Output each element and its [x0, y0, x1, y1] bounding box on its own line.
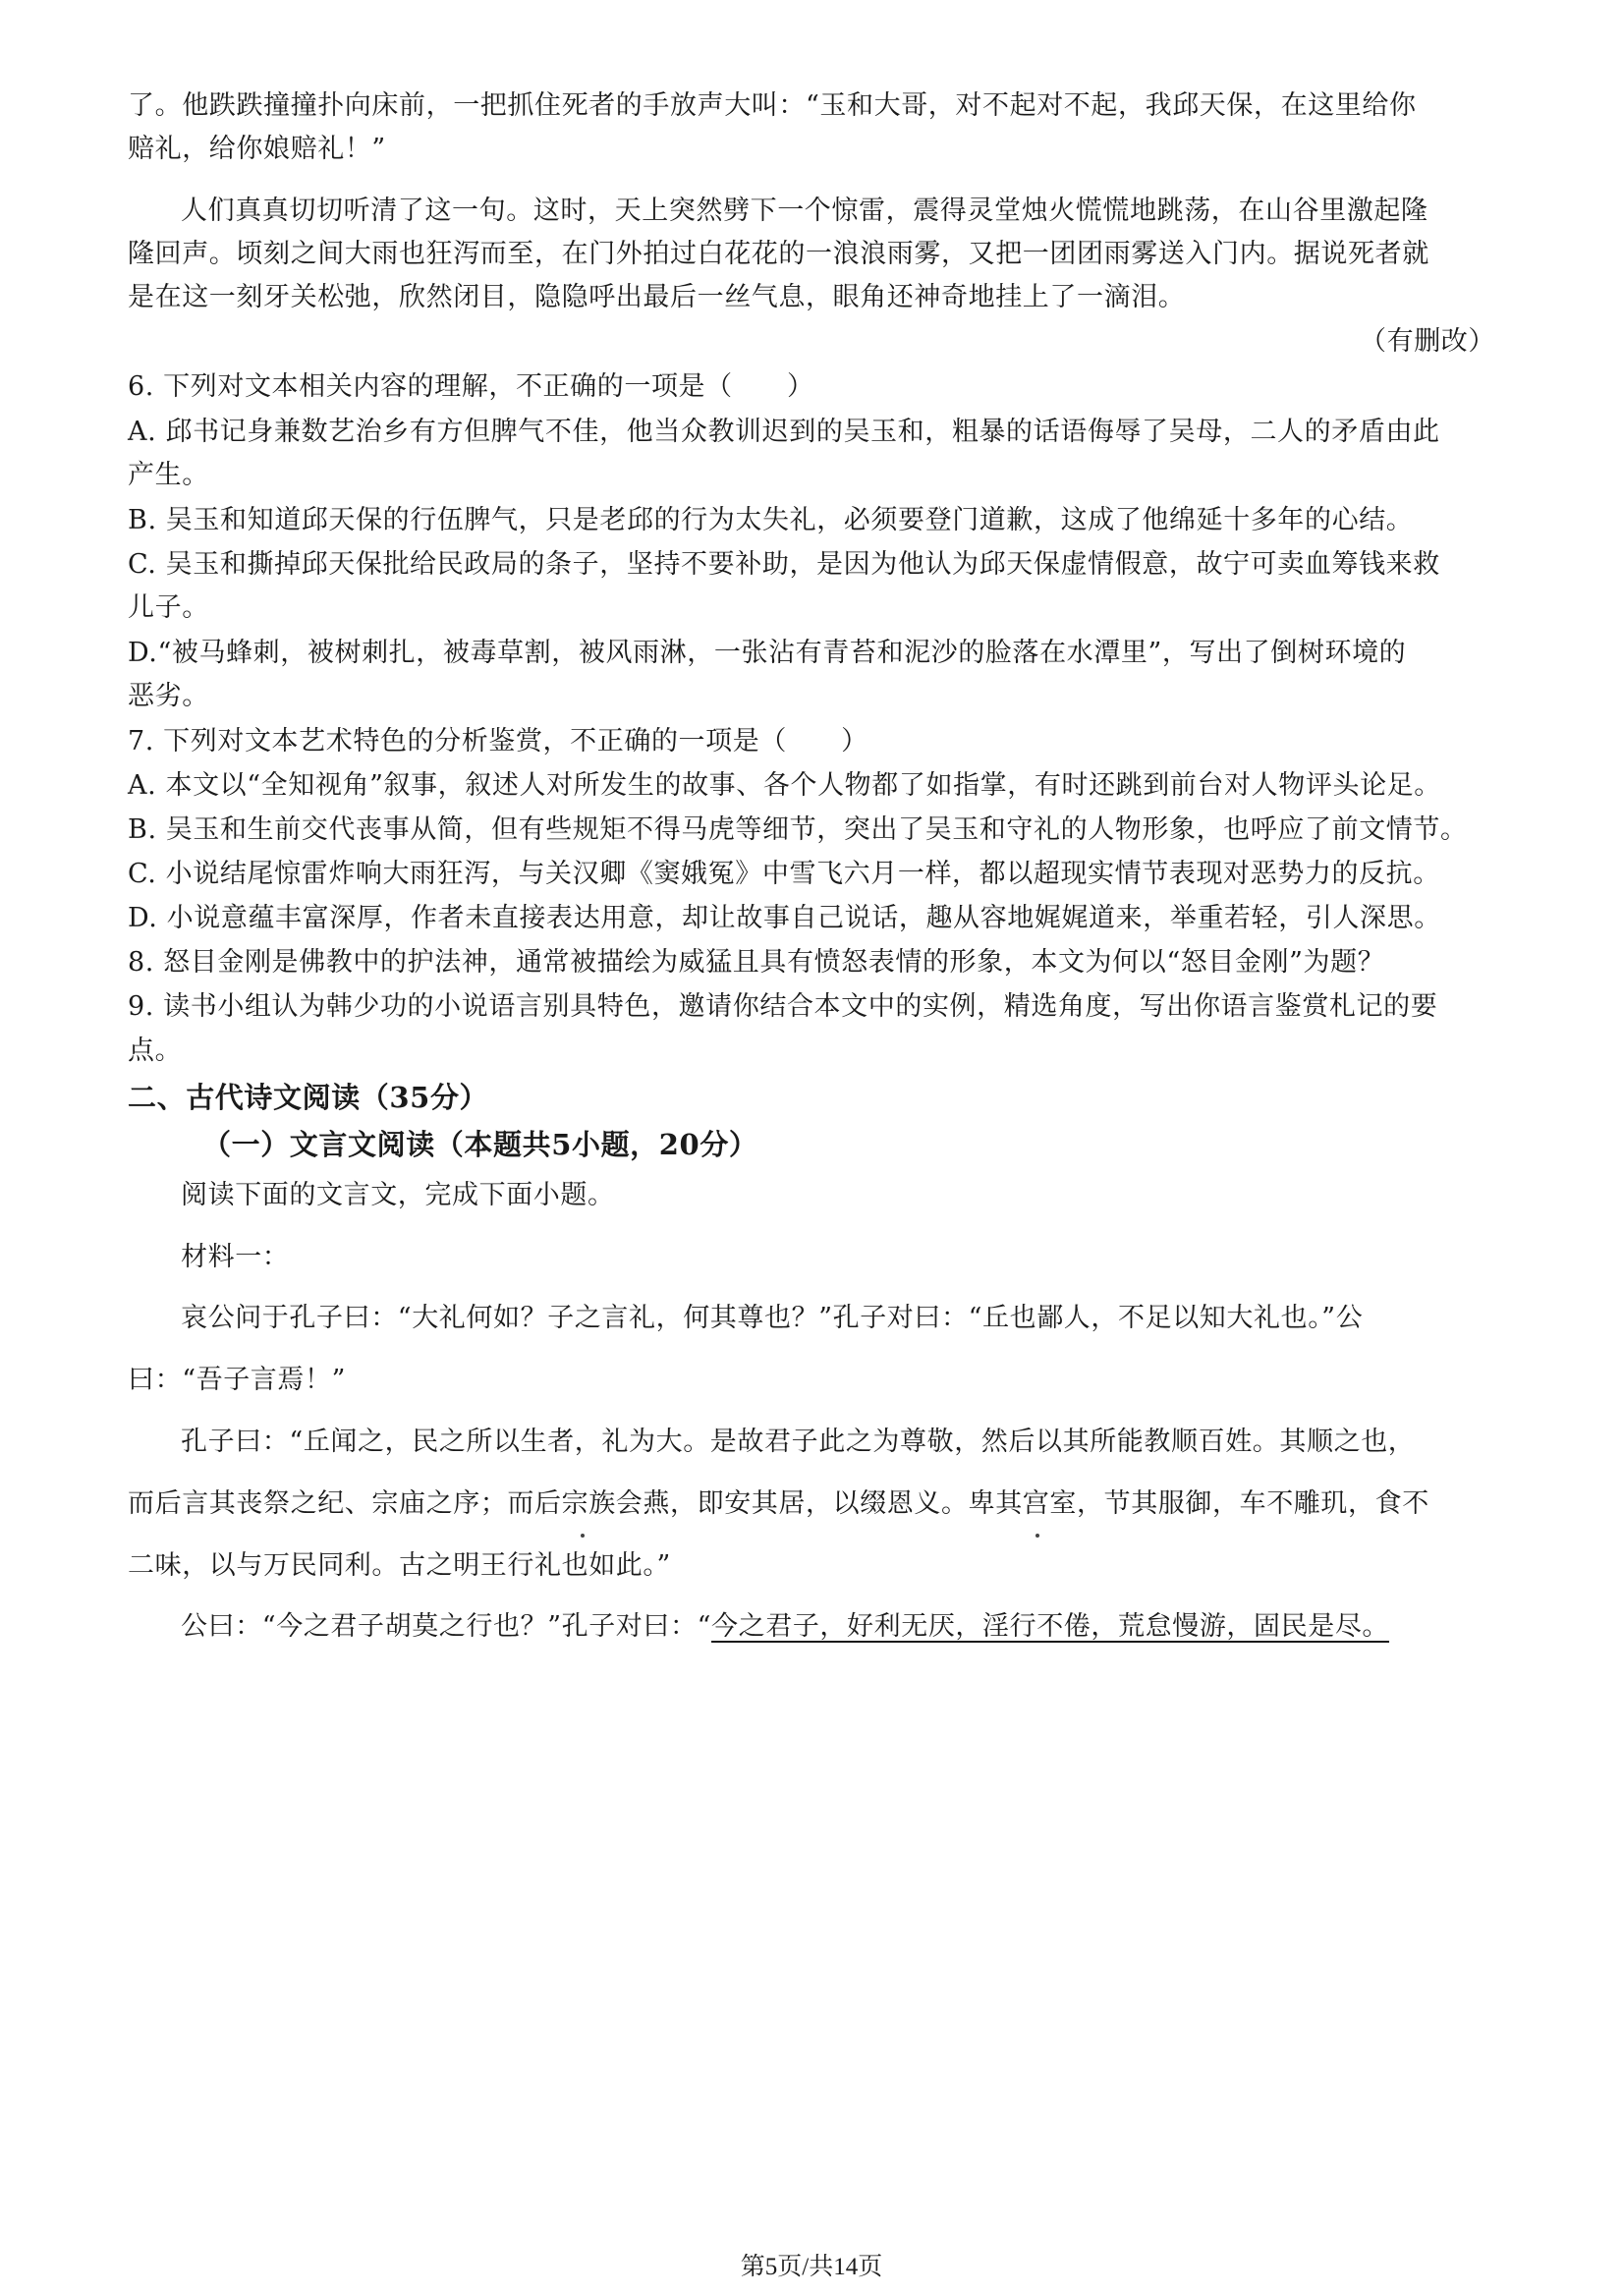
passage-line: 隆回声。顷刻之间大雨也狂泻而至，在门外拍过白花花的一浪浪雨雾，又把一团团雨雾送入门内。据说死者就 — [128, 239, 1429, 269]
option-7b: B. 吴玉和生前交代丧事从简，但有些规矩不得马虎等细节，突出了吴玉和守礼的人物形象，也呼应了前文情节。 — [128, 814, 1468, 845]
question-9: 9. 读书小组认为韩少功的小说语言别具特色，邀请你结合本文中的实例，精选角度，写出你语言鉴赏札记的要 — [128, 991, 1438, 1022]
source-note: （有删改） — [1360, 326, 1495, 357]
option-6d-cont: 恶劣。 — [128, 681, 209, 711]
classical-text-line — [181, 1607, 1515, 1647]
subsection-heading: （一）文言文阅读（本题共5小题，20分） — [202, 1128, 758, 1161]
option-6b: B. 吴玉和知道邱天保的行伍脾气，只是老邱的行为太失礼，必须要登门道歉，这成了他绵延十多年的心结。 — [128, 505, 1414, 535]
classical-text-line: 孔子曰：“丘闻之，民之所以生者，礼为大。是故君子此之为尊敬，然后以其所能教顺百姓。其顺之也， — [181, 1427, 1416, 1457]
question-9-cont: 点。 — [128, 1036, 183, 1066]
section-heading: 二、古代诗文阅读（35分） — [128, 1081, 489, 1114]
question-7: 7. 下列对文本艺术特色的分析鉴赏，不正确的一项是（ ） — [128, 726, 868, 756]
option-7c: C. 小说结尾惊雷炸响大雨狂泻，与关汉卿《窦娥冤》中雪飞六月一样，都以超现实情节表现对恶势力的反抗。 — [128, 859, 1440, 889]
option-6a: A. 邱书记身兼数艺治乡有方但脾气不佳，他当众教训迟到的吴玉和，粗暴的话语侮辱了吴母，二人的矛盾由此 — [128, 417, 1440, 447]
emphasis-dot — [581, 1534, 585, 1538]
underlined-sentence: 今之君子，好利无厌，淫行不倦，荒怠慢游，固民是尽。 — [711, 1611, 1390, 1642]
option-6c-cont: 儿子。 — [128, 592, 209, 623]
option-7d: D. 小说意蕴丰富深厚，作者未直接表达用意，却让故事自己说话，趣从容地娓娓道来，举重若轻，引人深思。 — [128, 903, 1441, 933]
emphasis-dot — [1035, 1534, 1039, 1538]
classical-text-line: 而后言其丧祭之纪、宗庙之序；而后宗族会燕，即安其居，以缀恩义。卑其宫室，节其服御，车不雕玑，食不 — [128, 1488, 1429, 1519]
passage-line: 人们真真切切听清了这一句。这时，天上突然劈下一个惊雷，震得灵堂烛火慌慌地跳荡，在山谷里激起隆 — [181, 196, 1428, 226]
option-6a-cont: 产生。 — [128, 460, 209, 490]
classical-text-line: 哀公问于孔子曰：“大礼何如？子之言礼，何其尊也？”孔子对曰：“丘也鄙人，不足以知大礼也。”公 — [181, 1303, 1364, 1333]
instruction: 阅读下面的文言文，完成下面小题。 — [181, 1180, 615, 1210]
question-6: 6. 下列对文本相关内容的理解，不正确的一项是（ ） — [128, 371, 814, 402]
passage-line: 是在这一刻牙关松弛，欣然闭目，隐隐呼出最后一丝气息，眼角还神奇地挂上了一滴泪。 — [128, 282, 1186, 312]
page-number: 第5页/共14页 — [740, 2254, 883, 2280]
option-6d: D.“被马蜂刺，被树刺扎，被毒草割，被风雨淋，一张沾有青苔和泥沙的脸落在水潭里”，写出了倒树环境的 — [128, 638, 1407, 668]
material-label: 材料一： — [181, 1242, 290, 1272]
option-7a: A. 本文以“全知视角”叙事，叙述人对所发生的故事、各个人物都了如指掌，有时还跳到前台对人物评头论足。 — [128, 770, 1441, 801]
passage-line: 了。他跌跌撞撞扑向床前，一把抓住死者的手放声大叫：“玉和大哥，对不起对不起，我邱天保，在这里给你 — [128, 90, 1417, 121]
passage-line: 赔礼，给你娘赔礼！” — [128, 134, 386, 164]
classical-text-line: 二味，以与万民同利。古之明王行礼也如此。” — [128, 1550, 671, 1581]
option-6c: C. 吴玉和撕掉邱天保批给民政局的条子，坚持不要补助，是因为他认为邱天保虚情假意，故宁可卖血筹钱来救 — [128, 549, 1440, 580]
classical-text-line: 曰：“吾子言焉！” — [128, 1365, 347, 1395]
question-8: 8. 怒目金刚是佛教中的护法神，通常被描绘为威猛且具有愤怒表情的形象，本文为何以“怒目金刚”为题？ — [128, 947, 1385, 978]
dialogue-prefix: 公曰：“今之君子胡莫之行也？”孔子对曰：“ — [181, 1611, 712, 1642]
